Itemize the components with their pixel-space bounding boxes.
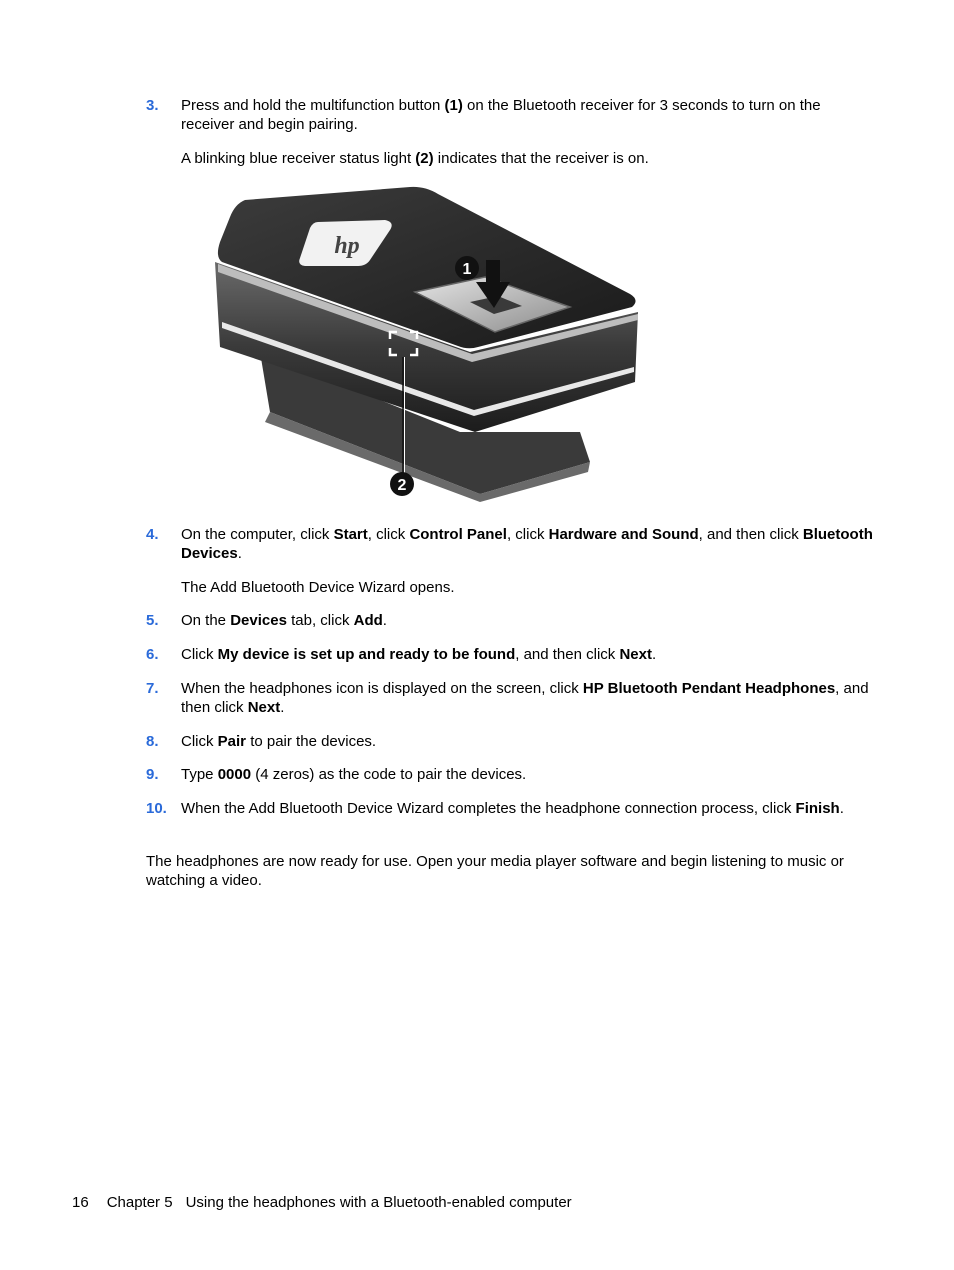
text: . <box>280 699 285 716</box>
ui-term: Next <box>247 699 281 716</box>
step-number: 10. <box>146 800 167 817</box>
text: (4 zeros) as the code to pair the devices. <box>251 766 527 783</box>
text: on the Bluetooth receiver for 3 seconds to turn on the receiver and begin pairing. <box>181 97 821 133</box>
page-number: 16 <box>72 1194 89 1211</box>
step-text <box>181 732 876 751</box>
ui-term: Add <box>353 612 383 629</box>
text: Click <box>181 646 218 663</box>
text: , and then click <box>515 646 620 663</box>
step-text <box>181 645 876 664</box>
ui-term: Pair <box>217 733 247 750</box>
step-number: 3. <box>146 97 159 114</box>
text: , click <box>367 526 410 543</box>
receiver-illustration <box>210 182 645 504</box>
step-text <box>181 765 876 784</box>
text: . <box>651 646 657 663</box>
ui-term: Devices <box>230 612 287 629</box>
ui-term: HP Bluetooth Pendant Headphones <box>582 680 836 697</box>
step-3 <box>146 96 876 134</box>
bluetooth-receiver-figure <box>210 182 645 504</box>
text: tab, click <box>286 612 354 629</box>
text: On the <box>181 612 231 629</box>
step-4 <box>146 525 876 563</box>
step-4-note: The Add Bluetooth Device Wizard opens. <box>181 579 455 596</box>
callout-ref: (2) <box>415 150 434 167</box>
step-7 <box>146 679 876 717</box>
text: indicates that the receiver is on. <box>433 150 649 167</box>
text: On the computer, click <box>181 526 334 543</box>
step-number: 6. <box>146 646 159 663</box>
chapter-title: Using the headphones with a Bluetooth-enabled computer <box>185 1194 572 1211</box>
text: When the headphones icon is displayed on the screen, click <box>181 680 583 697</box>
step-number: 4. <box>146 526 159 543</box>
text: When the Add Bluetooth Device Wizard completes the headphone connection process, click <box>181 800 796 817</box>
step-10 <box>146 799 876 818</box>
ui-term: Control Panel <box>409 526 507 543</box>
text: . <box>237 545 242 562</box>
text: , and then click <box>698 526 803 543</box>
closing-paragraph: The headphones are now ready for use. Open your media player software and begin listening to music or watching a video. <box>146 853 844 889</box>
step-text <box>181 679 876 717</box>
text: to pair the devices. <box>246 733 377 750</box>
hp-logo-text: hp <box>334 233 360 259</box>
callout-ref: (1) <box>444 97 463 114</box>
page-footer <box>72 1193 572 1212</box>
ui-term: Bluetooth Devices <box>181 526 873 562</box>
ui-term: Finish <box>795 800 840 817</box>
step-6 <box>146 645 876 664</box>
text: . <box>382 612 387 629</box>
step-number: 7. <box>146 680 159 697</box>
step-text <box>181 96 876 134</box>
ui-term: Hardware and Sound <box>548 526 699 543</box>
chapter-label: Chapter 5 <box>106 1194 173 1211</box>
step-text <box>181 799 876 818</box>
text: . <box>839 800 844 817</box>
step-9 <box>146 765 876 784</box>
text: A blinking blue receiver status light <box>181 150 416 167</box>
ui-term: 0000 <box>217 766 252 783</box>
text: , click <box>506 526 549 543</box>
text: Click <box>181 733 218 750</box>
step-8 <box>146 732 876 751</box>
step-text <box>181 525 876 563</box>
text: , and then click <box>181 680 869 716</box>
callout-2-label: 2 <box>397 477 407 494</box>
step-text <box>181 611 876 630</box>
step-number: 8. <box>146 733 159 750</box>
ui-term: Next <box>619 646 652 663</box>
step-number: 9. <box>146 766 159 783</box>
text: Type <box>181 766 218 783</box>
callout-1-label: 1 <box>462 261 472 278</box>
ui-term: Start <box>333 526 368 543</box>
step-number: 5. <box>146 612 159 629</box>
step-3-note <box>181 149 649 168</box>
step-5 <box>146 611 876 630</box>
ui-term: My device is set up and ready to be found <box>217 646 516 663</box>
text: Press and hold the multifunction button <box>181 97 445 114</box>
